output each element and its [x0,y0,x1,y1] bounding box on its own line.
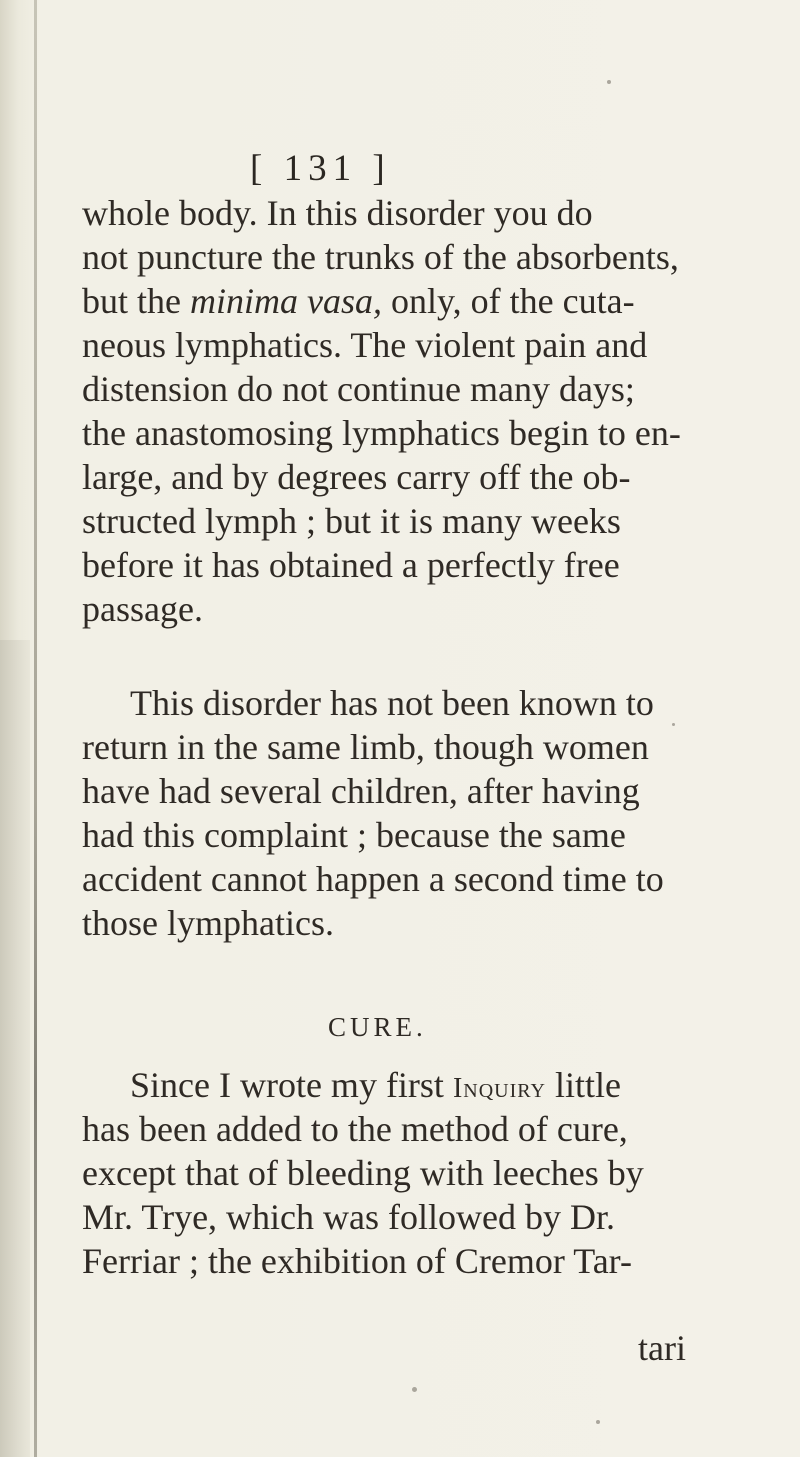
text-line: Ferriar ; the exhibition of Cremor Tar- [82,1241,632,1281]
small-caps-term: Inquiry [452,1073,546,1104]
text-line: return in the same limb, though women [82,727,649,767]
text-line: before it has obtained a perfectly free [82,545,620,585]
text-line [130,1063,780,1111]
binding-gutter [34,0,37,1457]
text-line: not puncture the trunks of the absorbents, [82,237,679,277]
paper-speck [672,723,675,726]
text-line: accident cannot happen a second time to [82,859,664,899]
text-line: whole body. In this disorder you do [82,193,593,233]
text-line: had this complaint ; because the same [82,815,626,855]
text-line: large, and by degrees carry off the ob- [82,457,631,497]
text-line [82,279,732,323]
text-line: has been added to the method of cure, [82,1109,628,1149]
text-line: have had several children, after having [82,771,640,811]
text-line: passage. [82,589,203,629]
text-line: distension do not continue many days; [82,369,635,409]
text-line: the anastomosing lymphatics begin to en- [82,413,681,453]
text-line: those lymphatics. [82,903,334,943]
text-segment: little [545,1065,621,1105]
text-segment: Since I wrote my first [130,1065,453,1105]
page-number-header: [ 131 ] [250,148,391,189]
text-line: This disorder has not been known to [130,683,654,723]
italic-term: minima vasa, [189,281,382,321]
catchword: tari [638,1328,686,1368]
text-segment: but the [82,281,190,321]
text-line: neous lymphatics. The violent pain and [82,325,648,365]
binding-edge [0,640,30,1457]
text-line: Mr. Trye, which was followed by Dr. [82,1197,615,1237]
paper-speck [596,1420,600,1424]
text-line: except that of bleeding with leeches by [82,1153,644,1193]
text-segment: only, of the cuta- [381,281,635,321]
text-line: structed lymph ; but it is many weeks [82,501,621,541]
section-heading: CURE. [328,1012,427,1042]
paper-speck [412,1387,417,1392]
paper-speck [607,80,611,84]
